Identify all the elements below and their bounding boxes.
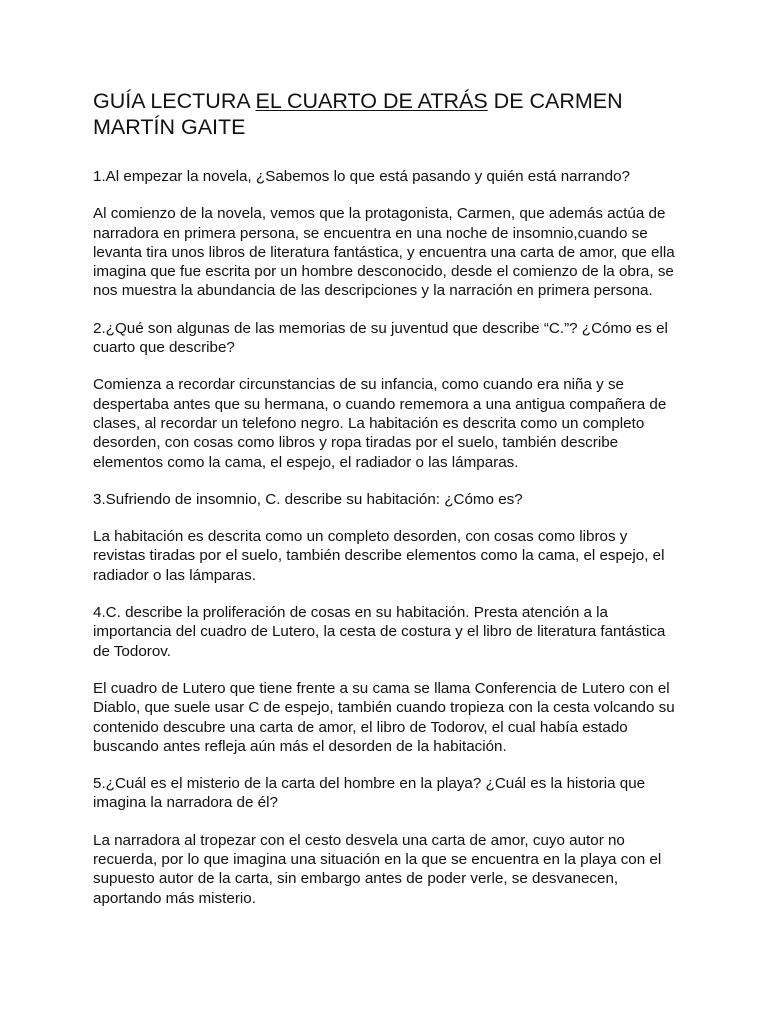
question-3: 3.Sufriendo de insomnio, C. describe su habitación: ¿Cómo es? [93, 490, 523, 508]
document-page [93, 88, 683, 926]
answer-1: Al comienzo de la novela, vemos que la protagonista, Carmen, que además actúa de narradora en primera persona, se encuentra en una noche de insomnio,cuando se levanta tira unos libros de literatura fantástica, y encuentra una carta de amor, que ella imagina que fue escrita por un hombre desconocido, desde el comienzo de la obra, se nos muestra la abundancia de las descripciones y la narración en primera persona. [93, 205, 675, 300]
title-prefix: GUÍA LECTURA [93, 89, 256, 113]
question-1: 1.Al empezar la novela, ¿Sabemos lo que está pasando y quién está narrando? [93, 168, 630, 185]
title-book-name: EL CUARTO DE ATRÁS [255, 89, 488, 113]
question-5: 5.¿Cuál es el misterio de la carta del hombre en la playa? ¿Cuál es la historia que imagina la narradora de él? [93, 775, 646, 812]
answer-3: La habitación es descrita como un completo desorden, con cosas como libros y revistas tiradas por el suelo, también describe elementos como la cama, el espejo, el radiador o las lámparas. [93, 528, 665, 584]
question-4: 4.C. describe la proliferación de cosas en su habitación. Presta atención a la importancia del cuadro de Lutero, la cesta de costura y el libro de literatura fantástica de Todorov. [93, 604, 666, 660]
document-title [93, 88, 683, 140]
answer-5: La narradora al tropezar con el cesto desvela una carta de amor, cuyo autor no recuerda, por lo que imagina una situación en la que se encuentra en la playa con el supuesto autor de la carta, sin embargo antes de poder verle, se desvanecen, aportando más misterio. [93, 831, 662, 907]
question-2: 2.¿Qué son algunas de las memorias de su juventud que describe “C.”? ¿Cómo es el cuarto que describe? [93, 319, 668, 357]
answer-2: Comienza a recordar circunstancias de su infancia, como cuando era niña y se despertaba antes que su hermana, o cuando rememora a una antigua compañera de clases, al recordar un telefono negro. La habitación es descrita como un completo desorden, con cosas como libros y ropa tiradas por el suelo, también describe elementos como la cama, el espejo, el radiador o las lámparas. [93, 376, 667, 471]
answer-4: El cuadro de Lutero que tiene frente a su cama se llama Conferencia de Lutero con el Diablo, que suele usar C de espejo, también cuando tropieza con la cesta volcando su contenido descubre una carta de amor, el libro de Todorov, el cual había estado buscando antes refleja aún más el desorden de la habitación. [93, 679, 675, 755]
title-suffix: DE CARMEN MARTÍN GAITE [93, 89, 623, 139]
